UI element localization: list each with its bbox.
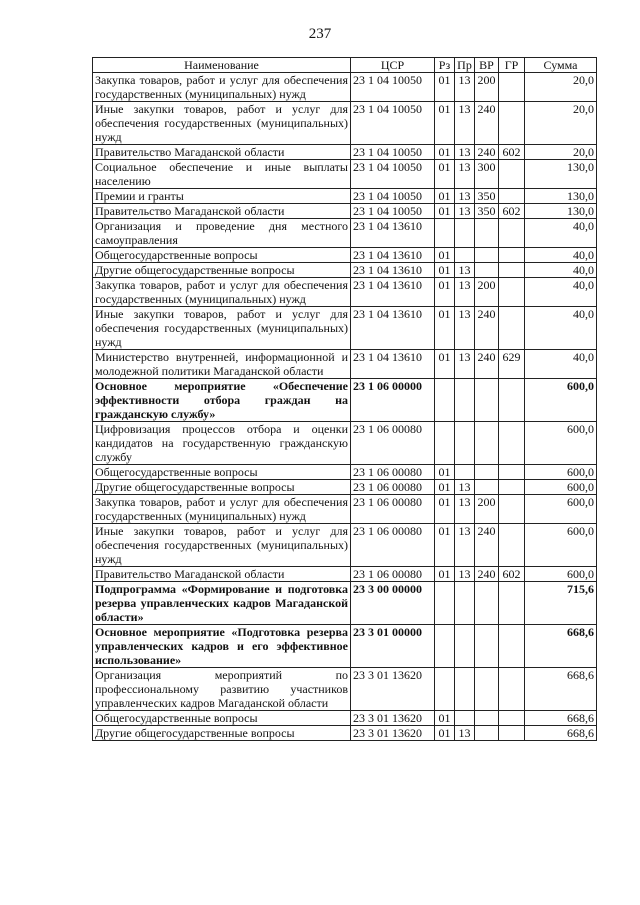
- cell-name: Основное мероприятие «Подготовка резерва управленческих кадров и его эффективное использование»: [93, 625, 351, 668]
- table-row: [93, 524, 597, 567]
- cell-name: Закупка товаров, работ и услуг для обеспечения государственных (муниципальных) нужд: [93, 495, 351, 524]
- cell-pr: 13: [455, 263, 475, 278]
- table-row: [93, 350, 597, 379]
- cell-sum: 600,0: [525, 379, 597, 422]
- cell-vr: 240: [475, 102, 499, 145]
- cell-rz: [435, 625, 455, 668]
- cell-vr: [475, 248, 499, 263]
- cell-name: Общегосударственные вопросы: [93, 248, 351, 263]
- cell-rz: 01: [435, 102, 455, 145]
- cell-csr: 23 1 04 10050: [351, 73, 435, 102]
- cell-name: Организация и проведение дня местного самоуправления: [93, 219, 351, 248]
- cell-vr: [475, 219, 499, 248]
- cell-rz: 01: [435, 567, 455, 582]
- cell-csr: 23 1 04 13610: [351, 248, 435, 263]
- cell-csr: 23 3 01 00000: [351, 625, 435, 668]
- cell-pr: [455, 219, 475, 248]
- cell-gr: 602: [499, 567, 525, 582]
- cell-sum: 600,0: [525, 465, 597, 480]
- table-row: [93, 465, 597, 480]
- cell-csr: 23 3 01 13620: [351, 726, 435, 741]
- cell-sum: 668,6: [525, 668, 597, 711]
- cell-gr: 629: [499, 350, 525, 379]
- cell-sum: 20,0: [525, 145, 597, 160]
- cell-gr: [499, 524, 525, 567]
- cell-name: Подпрограмма «Формирование и подготовка резерва управленческих кадров Магаданской области»: [93, 582, 351, 625]
- cell-csr: 23 3 01 13620: [351, 668, 435, 711]
- cell-rz: 01: [435, 204, 455, 219]
- cell-vr: 200: [475, 278, 499, 307]
- cell-rz: 01: [435, 248, 455, 263]
- cell-sum: 130,0: [525, 204, 597, 219]
- cell-sum: 600,0: [525, 480, 597, 495]
- cell-pr: 13: [455, 204, 475, 219]
- cell-name: Организация мероприятий по профессиональному развитию участников управленческих кадров Магаданской области: [93, 668, 351, 711]
- cell-vr: 350: [475, 189, 499, 204]
- cell-name: Правительство Магаданской области: [93, 145, 351, 160]
- cell-name: Основное мероприятие «Обеспечение эффективности отбора граждан на гражданскую службу»: [93, 379, 351, 422]
- cell-name: Правительство Магаданской области: [93, 204, 351, 219]
- cell-rz: 01: [435, 307, 455, 350]
- cell-pr: 13: [455, 102, 475, 145]
- table-row: [93, 307, 597, 350]
- cell-gr: [499, 422, 525, 465]
- cell-gr: [499, 480, 525, 495]
- cell-gr: [499, 582, 525, 625]
- cell-gr: [499, 73, 525, 102]
- cell-pr: [455, 379, 475, 422]
- table-row: [93, 219, 597, 248]
- cell-csr: 23 1 06 00000: [351, 379, 435, 422]
- cell-gr: [499, 668, 525, 711]
- cell-gr: [499, 102, 525, 145]
- cell-sum: 20,0: [525, 73, 597, 102]
- cell-sum: 668,6: [525, 711, 597, 726]
- cell-name: Другие общегосударственные вопросы: [93, 726, 351, 741]
- cell-rz: 01: [435, 524, 455, 567]
- cell-name: Иные закупки товаров, работ и услуг для обеспечения государственных (муниципальных) нужд: [93, 524, 351, 567]
- cell-vr: [475, 625, 499, 668]
- table-row: [93, 480, 597, 495]
- cell-csr: 23 3 01 13620: [351, 711, 435, 726]
- cell-sum: 668,6: [525, 726, 597, 741]
- table-row: [93, 73, 597, 102]
- table-header-row: [93, 58, 597, 73]
- cell-pr: 13: [455, 495, 475, 524]
- table-row: [93, 495, 597, 524]
- cell-rz: [435, 219, 455, 248]
- table-body: [93, 73, 597, 741]
- cell-name: Общегосударственные вопросы: [93, 465, 351, 480]
- cell-sum: 40,0: [525, 248, 597, 263]
- cell-csr: 23 1 06 00080: [351, 480, 435, 495]
- cell-vr: [475, 726, 499, 741]
- cell-rz: 01: [435, 73, 455, 102]
- cell-pr: 13: [455, 350, 475, 379]
- cell-sum: 600,0: [525, 422, 597, 465]
- header-csr: ЦСР: [351, 58, 435, 73]
- cell-rz: 01: [435, 160, 455, 189]
- budget-table: [92, 57, 597, 741]
- cell-rz: [435, 668, 455, 711]
- cell-sum: 600,0: [525, 567, 597, 582]
- cell-gr: [499, 711, 525, 726]
- cell-csr: 23 1 04 10050: [351, 102, 435, 145]
- cell-csr: 23 1 04 13610: [351, 307, 435, 350]
- header-rz: Рз: [435, 58, 455, 73]
- cell-pr: [455, 582, 475, 625]
- table-row: [93, 379, 597, 422]
- cell-rz: 01: [435, 480, 455, 495]
- header-name: Наименование: [93, 58, 351, 73]
- cell-gr: [499, 726, 525, 741]
- cell-pr: 13: [455, 73, 475, 102]
- cell-name: Закупка товаров, работ и услуг для обеспечения государственных (муниципальных) нужд: [93, 278, 351, 307]
- cell-pr: 13: [455, 278, 475, 307]
- cell-name: Общегосударственные вопросы: [93, 711, 351, 726]
- cell-rz: [435, 379, 455, 422]
- cell-sum: 40,0: [525, 307, 597, 350]
- cell-vr: 200: [475, 73, 499, 102]
- cell-pr: 13: [455, 726, 475, 741]
- cell-sum: 600,0: [525, 524, 597, 567]
- cell-csr: 23 1 04 13610: [351, 278, 435, 307]
- cell-csr: 23 1 06 00080: [351, 422, 435, 465]
- table-row: [93, 726, 597, 741]
- cell-rz: 01: [435, 350, 455, 379]
- table-row: [93, 102, 597, 145]
- cell-csr: 23 1 04 10050: [351, 145, 435, 160]
- cell-pr: [455, 248, 475, 263]
- cell-gr: [499, 189, 525, 204]
- cell-pr: [455, 625, 475, 668]
- cell-rz: 01: [435, 726, 455, 741]
- cell-sum: 40,0: [525, 263, 597, 278]
- table-row: [93, 668, 597, 711]
- cell-rz: 01: [435, 145, 455, 160]
- cell-csr: 23 1 06 00080: [351, 567, 435, 582]
- cell-rz: 01: [435, 189, 455, 204]
- table-row: [93, 625, 597, 668]
- table-row: [93, 567, 597, 582]
- cell-name: Закупка товаров, работ и услуг для обеспечения государственных (муниципальных) нужд: [93, 73, 351, 102]
- cell-vr: [475, 668, 499, 711]
- cell-name: Цифровизация процессов отбора и оценки кандидатов на государственную гражданскую службу: [93, 422, 351, 465]
- table-row: [93, 248, 597, 263]
- page-number: 237: [308, 26, 332, 42]
- cell-sum: 715,6: [525, 582, 597, 625]
- cell-name: Правительство Магаданской области: [93, 567, 351, 582]
- cell-pr: 13: [455, 145, 475, 160]
- cell-gr: [499, 495, 525, 524]
- cell-csr: 23 1 04 13610: [351, 219, 435, 248]
- cell-name: Иные закупки товаров, работ и услуг для обеспечения государственных (муниципальных) нужд: [93, 102, 351, 145]
- cell-vr: 240: [475, 145, 499, 160]
- cell-gr: 602: [499, 204, 525, 219]
- cell-pr: 13: [455, 160, 475, 189]
- cell-gr: [499, 465, 525, 480]
- cell-rz: 01: [435, 263, 455, 278]
- header-gr: ГР: [499, 58, 525, 73]
- cell-csr: 23 1 04 10050: [351, 189, 435, 204]
- cell-rz: 01: [435, 495, 455, 524]
- cell-csr: 23 3 00 00000: [351, 582, 435, 625]
- cell-sum: 20,0: [525, 102, 597, 145]
- cell-vr: 350: [475, 204, 499, 219]
- cell-rz: [435, 422, 455, 465]
- cell-sum: 40,0: [525, 350, 597, 379]
- table-row: [93, 204, 597, 219]
- table-row: [93, 422, 597, 465]
- cell-sum: 668,6: [525, 625, 597, 668]
- cell-sum: 40,0: [525, 219, 597, 248]
- cell-csr: 23 1 06 00080: [351, 465, 435, 480]
- cell-gr: [499, 278, 525, 307]
- cell-sum: 130,0: [525, 160, 597, 189]
- cell-gr: [499, 248, 525, 263]
- header-sum: Сумма: [525, 58, 597, 73]
- table-row: [93, 278, 597, 307]
- cell-rz: 01: [435, 711, 455, 726]
- cell-gr: [499, 219, 525, 248]
- cell-vr: [475, 582, 499, 625]
- cell-csr: 23 1 04 10050: [351, 160, 435, 189]
- cell-csr: 23 1 06 00080: [351, 524, 435, 567]
- cell-vr: [475, 422, 499, 465]
- cell-pr: [455, 422, 475, 465]
- cell-vr: 300: [475, 160, 499, 189]
- table-row: [93, 189, 597, 204]
- cell-sum: 130,0: [525, 189, 597, 204]
- cell-csr: 23 1 04 13610: [351, 263, 435, 278]
- header-vr: ВР: [475, 58, 499, 73]
- table-row: [93, 263, 597, 278]
- cell-vr: 240: [475, 307, 499, 350]
- table-row: [93, 145, 597, 160]
- cell-gr: 602: [499, 145, 525, 160]
- cell-pr: [455, 465, 475, 480]
- cell-pr: 13: [455, 480, 475, 495]
- cell-gr: [499, 379, 525, 422]
- cell-name: Социальное обеспечение и иные выплаты населению: [93, 160, 351, 189]
- cell-name: Другие общегосударственные вопросы: [93, 263, 351, 278]
- cell-vr: [475, 379, 499, 422]
- cell-sum: 600,0: [525, 495, 597, 524]
- cell-name: Премии и гранты: [93, 189, 351, 204]
- cell-name: Другие общегосударственные вопросы: [93, 480, 351, 495]
- cell-vr: 240: [475, 350, 499, 379]
- cell-csr: 23 1 06 00080: [351, 495, 435, 524]
- cell-pr: [455, 668, 475, 711]
- cell-rz: 01: [435, 278, 455, 307]
- cell-pr: 13: [455, 189, 475, 204]
- cell-pr: 13: [455, 567, 475, 582]
- table-row: [93, 160, 597, 189]
- cell-pr: 13: [455, 524, 475, 567]
- table-row: [93, 582, 597, 625]
- cell-vr: 200: [475, 495, 499, 524]
- cell-gr: [499, 307, 525, 350]
- cell-gr: [499, 160, 525, 189]
- cell-vr: [475, 263, 499, 278]
- cell-pr: 13: [455, 307, 475, 350]
- cell-vr: 240: [475, 567, 499, 582]
- cell-vr: [475, 480, 499, 495]
- cell-gr: [499, 263, 525, 278]
- cell-vr: [475, 465, 499, 480]
- cell-name: Иные закупки товаров, работ и услуг для обеспечения государственных (муниципальных) нужд: [93, 307, 351, 350]
- cell-pr: [455, 711, 475, 726]
- cell-name: Министерство внутренней, информационной и молодежной политики Магаданской области: [93, 350, 351, 379]
- cell-sum: 40,0: [525, 278, 597, 307]
- cell-gr: [499, 625, 525, 668]
- cell-rz: 01: [435, 465, 455, 480]
- cell-vr: 240: [475, 524, 499, 567]
- cell-csr: 23 1 04 13610: [351, 350, 435, 379]
- header-pr: Пр: [455, 58, 475, 73]
- table-row: [93, 711, 597, 726]
- cell-vr: [475, 711, 499, 726]
- cell-csr: 23 1 04 10050: [351, 204, 435, 219]
- cell-rz: [435, 582, 455, 625]
